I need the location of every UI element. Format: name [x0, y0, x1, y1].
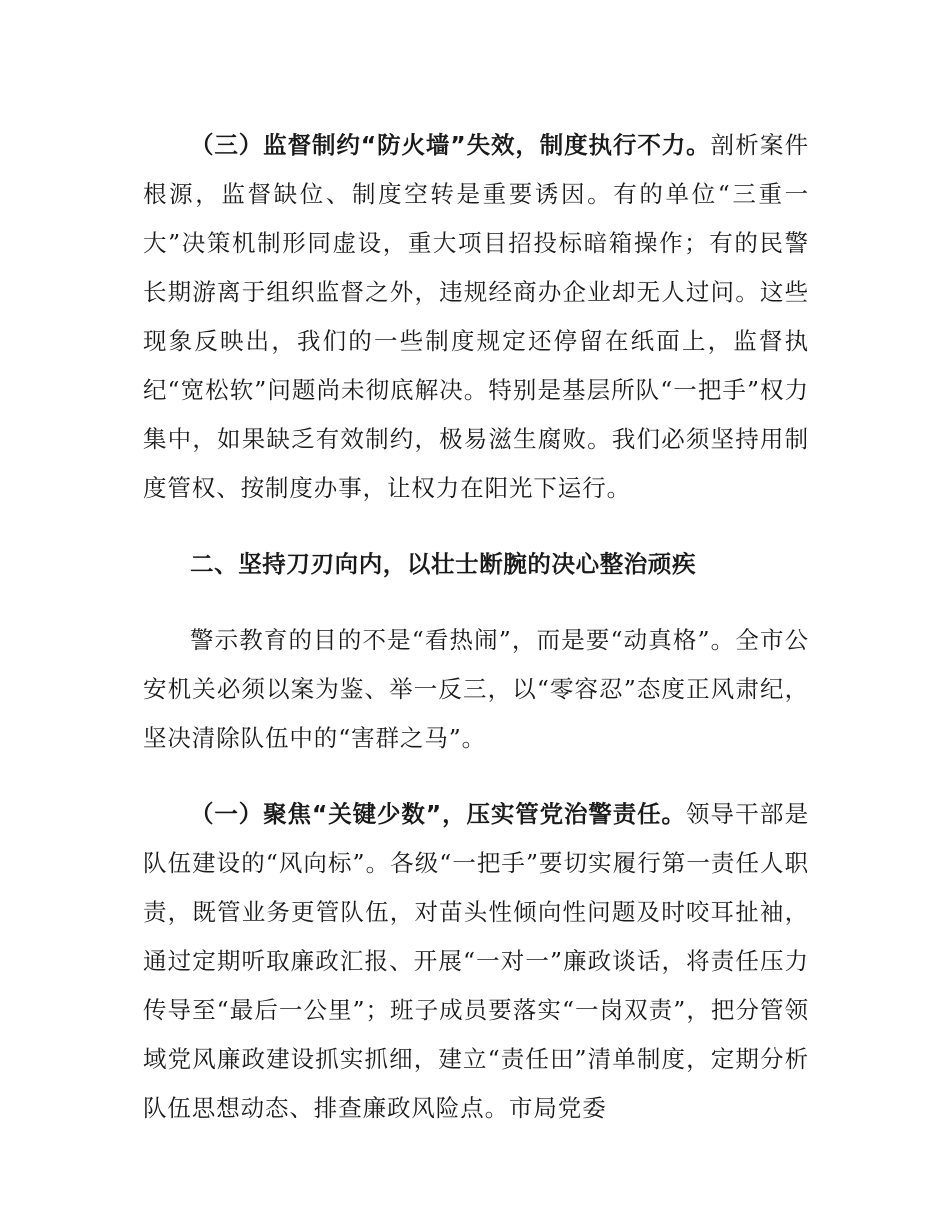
paragraph-body: 剖析案件根源，监督缺位、制度空转是重要诱因。有的单位“三重一大”决策机制形同虚设，重大项目招投标暗箱操作；有的民警长期游离于组织监督之外，违规经商办企业却无人过问。这些现象反映出，我们的一些制度规定还停留在纸面上，监督执纪“宽松软”问题尚未彻底解决。特别是基层所队“一把手”权力集中，如果缺乏有效制约，极易滋生腐败。我们必须坚持用制度管权、按制度办事，让权力在阳光下运行。 [143, 131, 809, 502]
paragraph-body: 警示教育的目的不是“看热闹”，而是要“动真格”。全市公安机关必须以案为鉴、举一反三，以“零容忍”态度正风肃纪，坚决清除队伍中的“害群之马”。 [143, 626, 809, 752]
paragraph-lead: （三）监督制约“防火墙”失效，制度执行不力。 [190, 131, 711, 159]
paragraph-supervision-failure [143, 121, 809, 513]
section-heading-two: 二、坚持刀刃向内，以壮士断腕的决心整治顽疾 [190, 550, 697, 578]
paragraph-key-minority [143, 790, 809, 1133]
paragraph-warning-education [143, 616, 809, 763]
paragraph-body: 领导干部是队伍建设的“风向标”。各级“一把手”要切实履行第一责任人职责，既管业务更管队伍，对苗头性倾向性问题及时咬耳扯袖，通过定期听取廉政汇报、开展“一对一”廉政谈话，将责任压力传导至“最后一公里”；班子成员要落实“一岗双责”，把分管领域党风廉政建设抓实抓细，建立“责任田”清单制度，定期分析队伍思想动态、排查廉政风险点。市局党委 [143, 800, 809, 1122]
document-page [143, 121, 809, 1133]
paragraph-lead: （一）聚焦“关键少数”，压实管党治警责任。 [190, 800, 686, 828]
